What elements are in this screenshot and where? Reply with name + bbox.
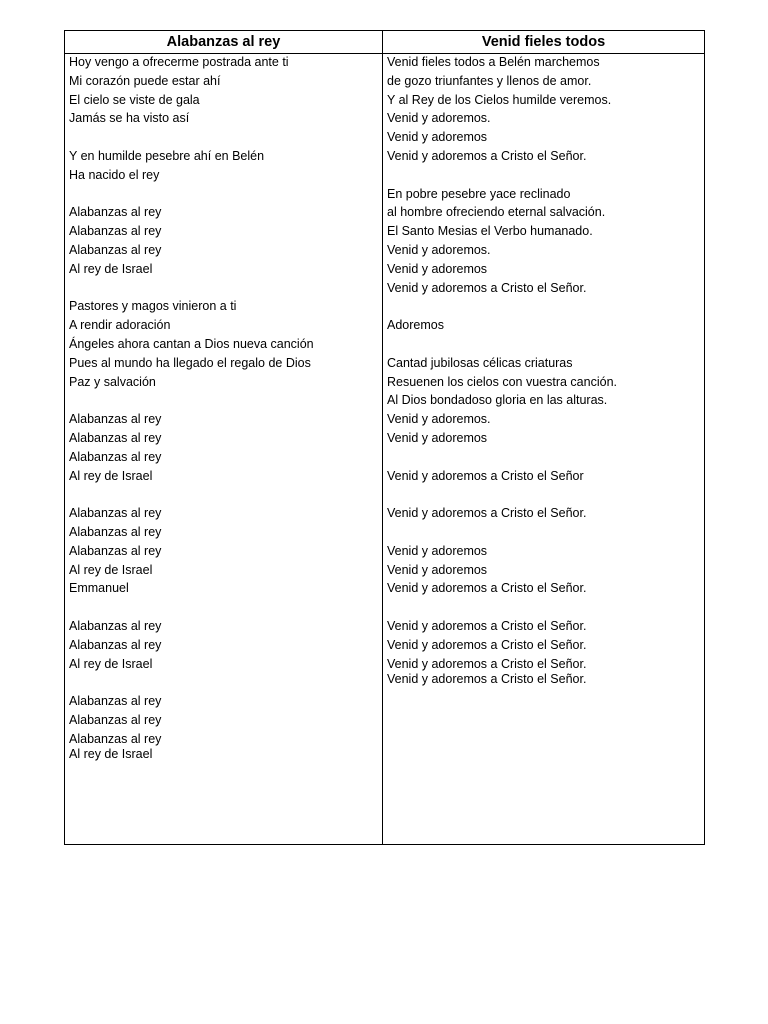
lyric-line: Alabanzas al rey — [69, 694, 162, 708]
lyric-line: Pues al mundo ha llegado el regalo de Dios — [69, 356, 311, 370]
right-song-title: Venid fieles todos — [383, 31, 704, 54]
lyric-line: Ángeles ahora cantan a Dios nueva canción — [69, 337, 314, 351]
lyric-line: Venid y adoremos — [387, 262, 488, 276]
lyric-line: Venid y adoremos a Cristo el Señor. — [387, 149, 587, 163]
lyric-line: Al rey de Israel — [69, 747, 153, 761]
lyric-line: de gozo triunfantes y llenos de amor. — [387, 74, 592, 88]
lyric-line: Jamás se ha visto así — [69, 111, 190, 125]
lyric-line: Venid y adoremos — [387, 544, 488, 558]
lyric-line: Venid y adoremos a Cristo el Señor. — [387, 672, 587, 686]
lyric-line: Al Dios bondadoso gloria en las alturas. — [387, 393, 608, 407]
lyric-line: Alabanzas al rey — [69, 205, 162, 219]
lyric-line: Venid y adoremos a Cristo el Señor — [387, 469, 584, 483]
lyric-line: Venid y adoremos. — [387, 412, 491, 426]
lyric-line: Al rey de Israel — [69, 469, 153, 483]
lyric-line: Cantad jubilosas célicas criaturas — [387, 356, 573, 370]
right-column — [383, 31, 704, 844]
lyric-line: Venid y adoremos. — [387, 243, 491, 257]
lyric-line: Alabanzas al rey — [69, 544, 162, 558]
left-song-title: Alabanzas al rey — [65, 31, 382, 54]
lyric-line: Venid fieles todos a Belén marchemos — [387, 55, 600, 69]
lyric-line: Venid y adoremos — [387, 431, 488, 445]
lyric-line: Ha nacido el rey — [69, 168, 160, 182]
lyric-line: El cielo se viste de gala — [69, 93, 200, 107]
left-column — [65, 31, 383, 844]
lyric-line: A rendir adoración — [69, 318, 171, 332]
lyric-line: Emmanuel — [69, 581, 129, 595]
lyric-line: Venid y adoremos — [387, 130, 488, 144]
lyric-line: Alabanzas al rey — [69, 412, 162, 426]
lyric-line: Alabanzas al rey — [69, 619, 162, 633]
lyric-line: Al rey de Israel — [69, 563, 153, 577]
lyric-line: Resuenen los cielos con vuestra canción. — [387, 375, 617, 389]
lyric-line: Venid y adoremos. — [387, 111, 491, 125]
lyric-line: Al rey de Israel — [69, 657, 153, 671]
lyric-line: Alabanzas al rey — [69, 506, 162, 520]
lyric-line: Mi corazón puede estar ahí — [69, 74, 221, 88]
lyric-line: Hoy vengo a ofrecerme postrada ante ti — [69, 55, 289, 69]
lyric-line: Paz y salvación — [69, 375, 156, 389]
lyric-line: Adoremos — [387, 318, 444, 332]
lyric-line: Y al Rey de los Cielos humilde veremos. — [387, 93, 612, 107]
lyric-line: Venid y adoremos — [387, 563, 488, 577]
lyric-line: Alabanzas al rey — [69, 525, 162, 539]
lyric-line: Y en humilde pesebre ahí en Belén — [69, 149, 265, 163]
lyric-line: Al rey de Israel — [69, 262, 153, 276]
lyric-line: Venid y adoremos a Cristo el Señor. — [387, 581, 587, 595]
lyric-line: Alabanzas al rey — [69, 732, 162, 746]
lyric-line: al hombre ofreciendo eternal salvación. — [387, 205, 606, 219]
lyric-line: En pobre pesebre yace reclinado — [387, 187, 571, 201]
lyric-line: Alabanzas al rey — [69, 450, 162, 464]
lyric-line: Pastores y magos vinieron a ti — [69, 299, 237, 313]
lyric-line: Alabanzas al rey — [69, 638, 162, 652]
lyric-line: Venid y adoremos a Cristo el Señor. — [387, 281, 587, 295]
lyrics-table — [64, 30, 705, 845]
lyric-line: El Santo Mesias el Verbo humanado. — [387, 224, 593, 238]
lyric-line: Alabanzas al rey — [69, 243, 162, 257]
lyric-line: Venid y adoremos a Cristo el Señor. — [387, 657, 587, 671]
lyric-line: Venid y adoremos a Cristo el Señor. — [387, 619, 587, 633]
lyric-line: Venid y adoremos a Cristo el Señor. — [387, 506, 587, 520]
lyric-line: Alabanzas al rey — [69, 224, 162, 238]
lyric-line: Alabanzas al rey — [69, 431, 162, 445]
lyric-line: Venid y adoremos a Cristo el Señor. — [387, 638, 587, 652]
lyric-line: Alabanzas al rey — [69, 713, 162, 727]
